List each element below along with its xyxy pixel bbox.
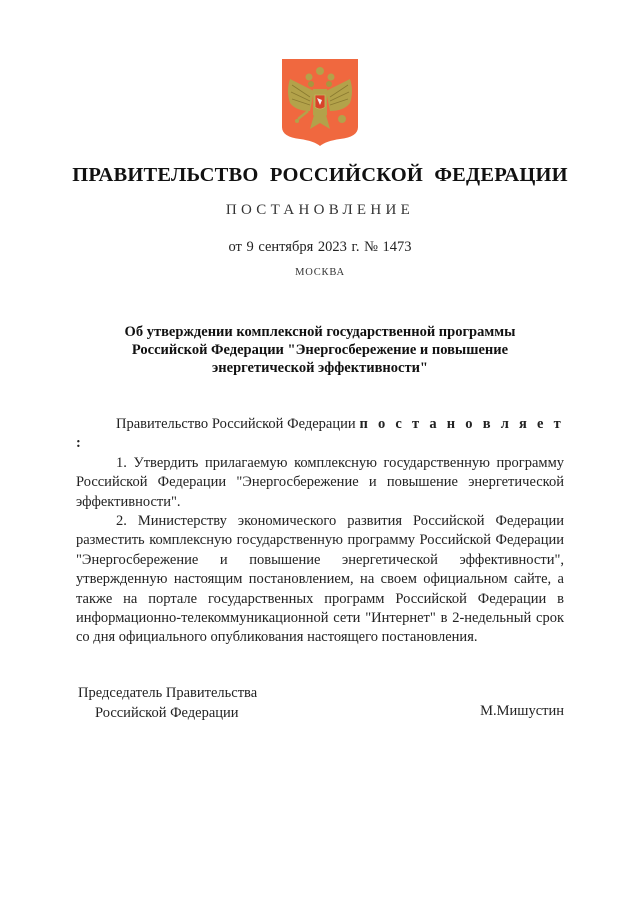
position-line-1: Председатель Правительства xyxy=(78,685,258,701)
document-city: МОСКВА xyxy=(295,267,345,278)
subject-line: энергетической эффективности" xyxy=(212,360,428,376)
position-line-2: Российской Федерации xyxy=(95,705,239,721)
preamble-text: Правительство Российской Федерации xyxy=(116,416,360,432)
coat-of-arms-icon xyxy=(280,57,360,147)
subject-line: Российской Федерации "Энергосбережение и повышение xyxy=(131,342,509,358)
subject-line: Об утверждении комплексной государственной программы xyxy=(124,324,516,340)
decree-item-1: 1. Утвердить прилагаемую комплексную государственную программу Российской Федерации "Энергосбережение и повышение энергетической эффективности". xyxy=(76,454,564,510)
signatory-position xyxy=(78,683,257,723)
signatory-name: М.Мишустин xyxy=(480,703,564,719)
document-date-number: от 9 сентября 2023 г. № 1473 xyxy=(228,239,412,255)
document-type: ПОСТАНОВЛЕНИЕ xyxy=(225,202,415,218)
preamble xyxy=(76,415,564,454)
preamble-decree-word: п о с т а н о в л я е т : xyxy=(76,416,564,452)
document-subject xyxy=(100,323,540,377)
document-body xyxy=(76,415,564,648)
decree-item-2: 2. Министерству экономического развития Российской Федерации разместить комплексную государственную программу Российской Федерации "Энергосбережение и повышение энергетической эффективности", утвержденную настоящим постановлением, на своем официальном сайте, а также на портале государственных программ Российской Федерации в информационно-телекоммуникационной сети "Интернет" в 2-недельный срок со дня официального опубликования настоящего постановления. xyxy=(76,513,564,646)
government-title: ПРАВИТЕЛЬСТВО РОССИЙСКОЙ ФЕДЕРАЦИИ xyxy=(72,164,568,186)
